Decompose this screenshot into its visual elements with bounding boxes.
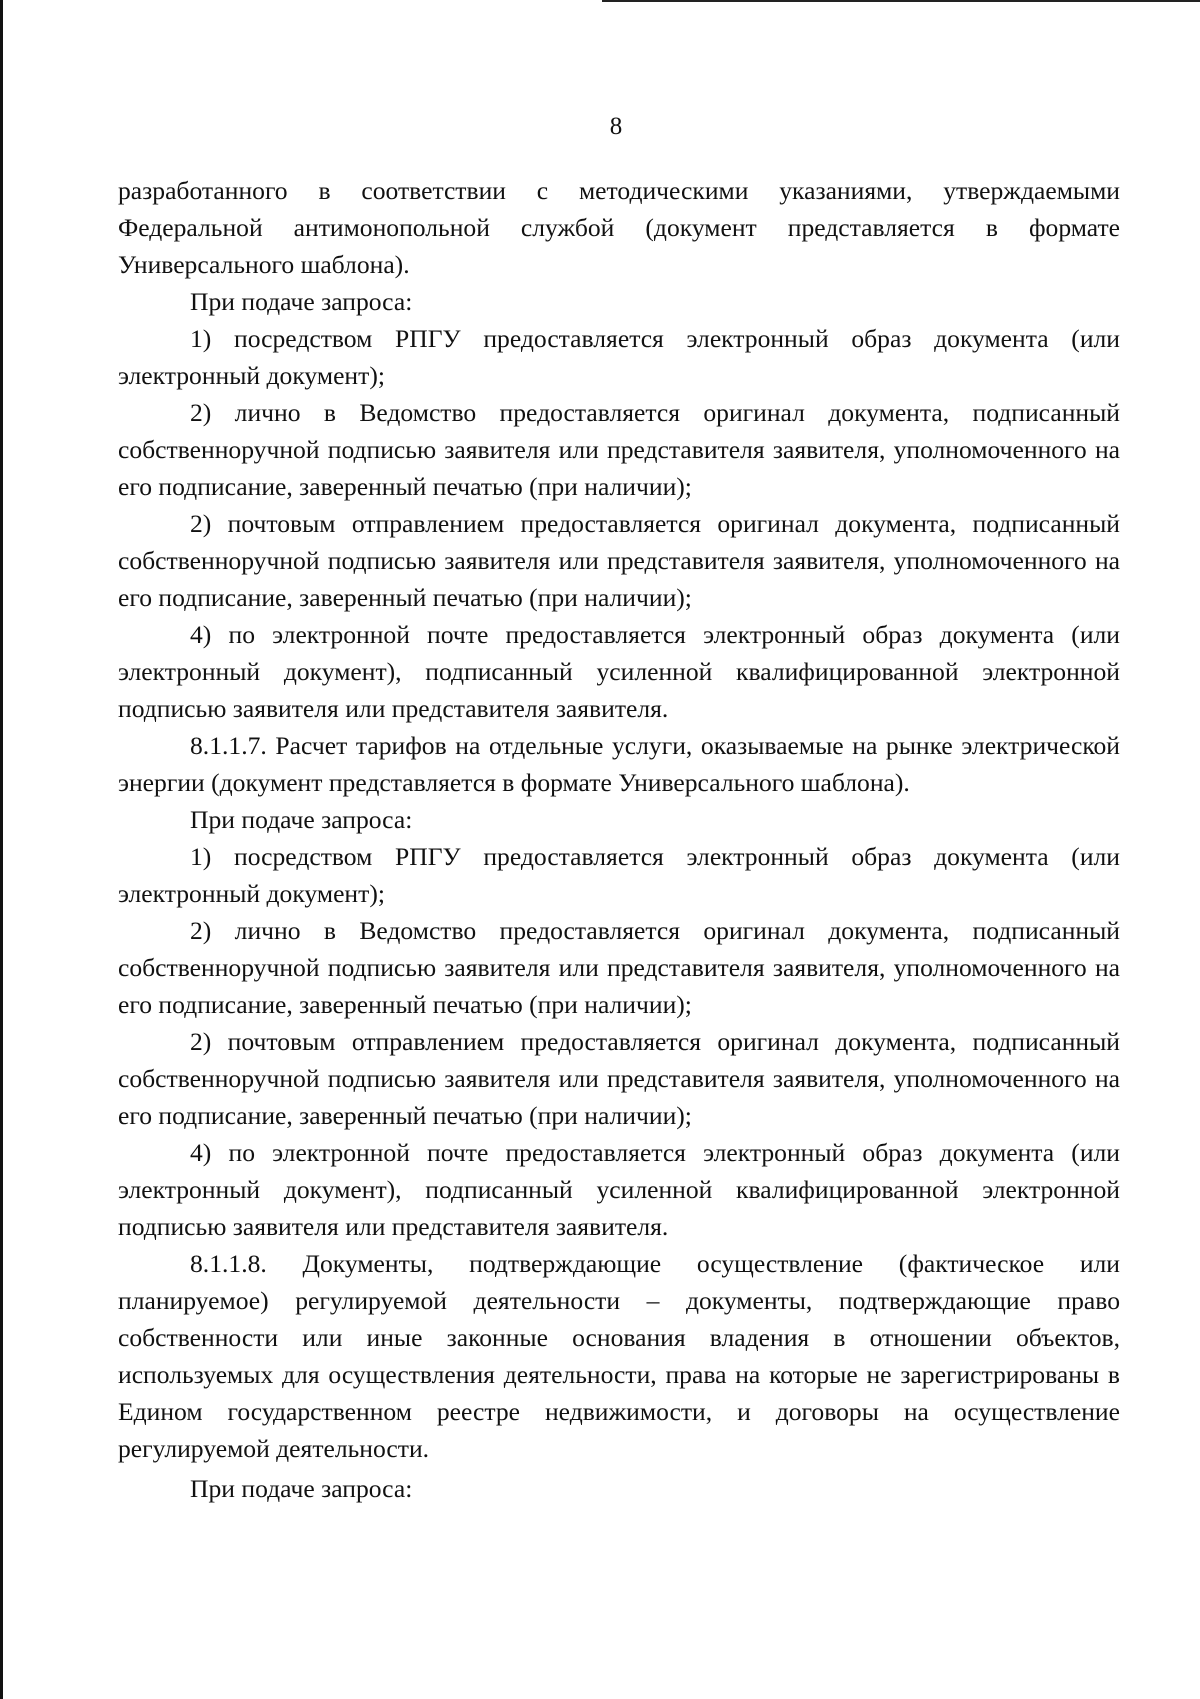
paragraph-list-item: 2) почтовым отправлением предоставляется оригинал документа, подписанный собственноручной подписью заявителя или представителя заявителя, уполномоченного на его подписание, заверенный печатью (при наличии); bbox=[118, 509, 1120, 612]
scan-top-edge-line bbox=[602, 0, 1200, 2]
paragraph-list-item: 2) лично в Ведомство предоставляется оригинал документа, подписанный собственноручной подписью заявителя или представителя заявителя, уполномоченного на его подписание, заверенный печатью (при наличии); bbox=[118, 916, 1120, 1019]
paragraph-list-item: 2) почтовым отправлением предоставляется оригинал документа, подписанный собственноручной подписью заявителя или представителя заявителя, уполномоченного на его подписание, заверенный печатью (при наличии); bbox=[118, 1027, 1120, 1130]
paragraph-request-intro: При подаче запроса: bbox=[190, 287, 413, 316]
paragraph-list-item: 2) лично в Ведомство предоставляется оригинал документа, подписанный собственноручной подписью заявителя или представителя заявителя, уполномоченного на его подписание, заверенный печатью (при наличии); bbox=[118, 398, 1120, 501]
paragraph-request-intro: При подаче запроса: bbox=[190, 805, 413, 834]
paragraph-section-8-1-1-8: 8.1.1.8. Документы, подтверждающие осуществление (фактическое или планируемое) регулируемой деятельности – документы, подтверждающие право собственности или иные законные основания владения в отношении объектов, используемых для осуществления деятельности, права на которые не зарегистрированы в Едином государственном реестре недвижимости, и договоры на осуществление регулируемой деятельности. bbox=[118, 1249, 1120, 1463]
paragraph-request-intro: При подаче запроса: bbox=[190, 1474, 413, 1503]
paragraph-section-8-1-1-7: 8.1.1.7. Расчет тарифов на отдельные услуги, оказываемые на рынке электрической энергии (документ представляется в формате Универсального шаблона). bbox=[118, 731, 1120, 797]
scan-left-edge-line bbox=[0, 0, 3, 1699]
paragraph-list-item: 1) посредством РПГУ предоставляется электронный образ документа (или электронный документ); bbox=[118, 324, 1120, 390]
paragraph-list-item: 4) по электронной почте предоставляется электронный образ документа (или электронный документ), подписанный усиленной квалифицированной электронной подписью заявителя или представителя заявителя. bbox=[118, 620, 1120, 723]
paragraph-list-item: 1) посредством РПГУ предоставляется электронный образ документа (или электронный документ); bbox=[118, 842, 1120, 908]
paragraph-list-item: 4) по электронной почте предоставляется электронный образ документа (или электронный документ), подписанный усиленной квалифицированной электронной подписью заявителя или представителя заявителя. bbox=[118, 1138, 1120, 1241]
document-body bbox=[118, 172, 1120, 1507]
page-number: 8 bbox=[609, 113, 623, 140]
paragraph-continuation: разработанного в соответствии с методическими указаниями, утверждаемыми Федеральной антимонопольной службой (документ представляется в формате Универсального шаблона). bbox=[118, 176, 1120, 279]
